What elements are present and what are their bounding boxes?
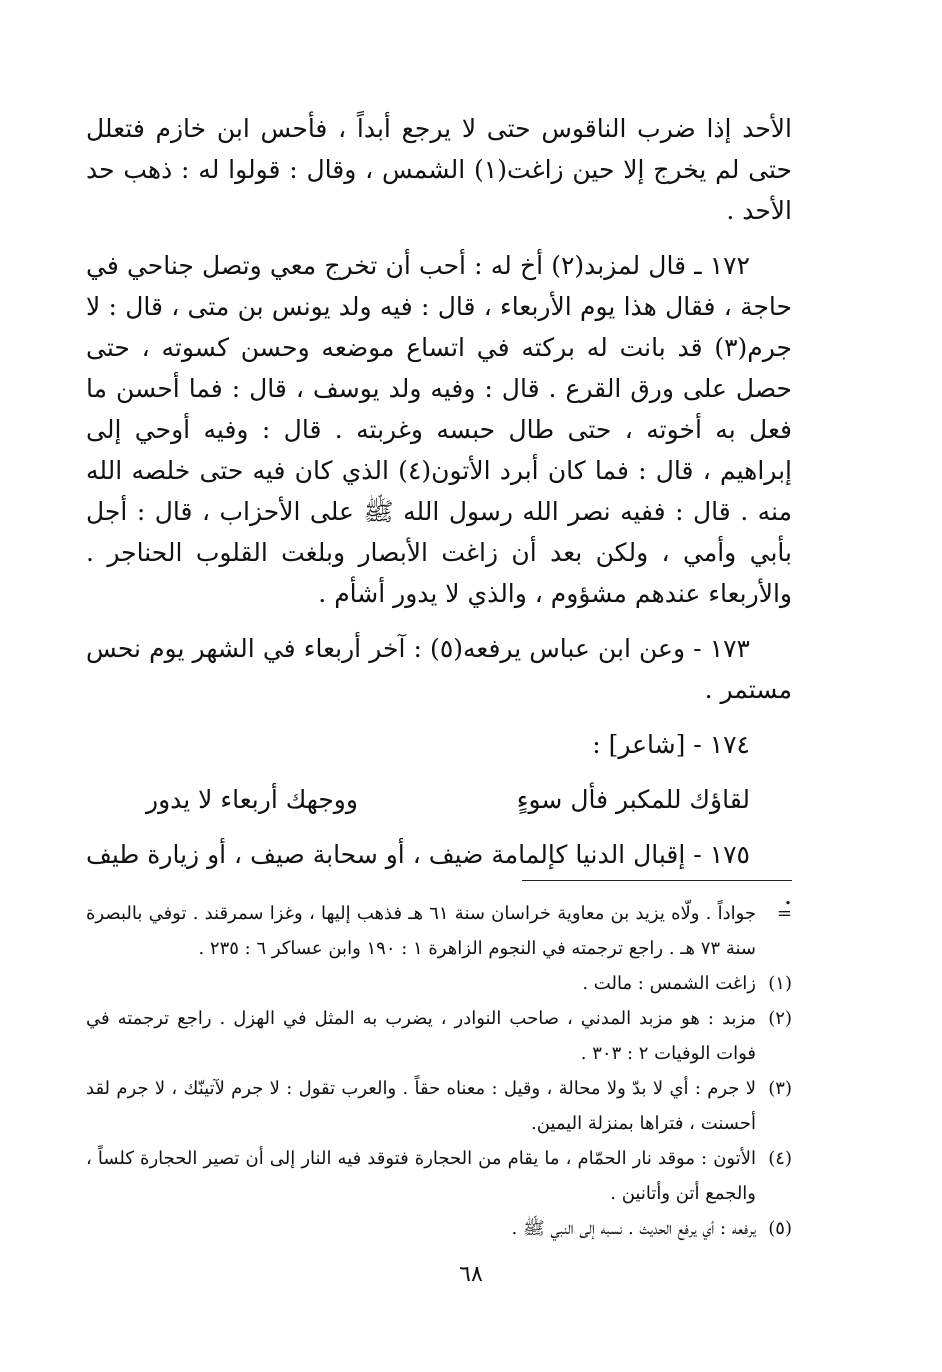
main-text — [86, 108, 792, 930]
footnote-mark: (٤) — [768, 1148, 792, 1169]
footnote-text: جواداً . ولّاه يزيد بن معاوية خراسان سنة ٦١ هـ فذهب إليها ، وغزا سمرقند . توفي بالبصرة سنة ٧٣ هـ . راجع ترجمته في النجوم الزاهرة ١ : ١٩٠ وابن عساكر ٦ : ٢٣٥ . — [86, 903, 757, 959]
footnote-5 — [86, 1211, 792, 1246]
page-number: ٦٨ — [459, 1262, 483, 1287]
verse-hemistich-1: لقاؤك للمكبر فأل سوءٍ — [516, 785, 750, 814]
footnote-text: لا جرم : أي لا بدّ ولا محالة ، وقيل : معناه حقاً . والعرب تقول : لا جرم لآتينّك ، لا جرم لقد أحسنت ، فتراها بمنزلة اليمين. — [86, 1078, 756, 1134]
footnote-mark: = — [776, 903, 792, 924]
footnote-divider — [522, 880, 792, 881]
footnote-mark: (٥) — [768, 1218, 792, 1239]
paragraph-172: ١٧٢ ـ قال لمزبد(٢) أخ له : أحب أن تخرج معي وتصل جناحي في حاجة ، فقال هذا يوم الأربعاء ، قال : فيه ولد يونس بن متى ، قال : لا جرم(٣) قد بانت له بركته في اتساع موضعه وحسن كسوته ، حتى حصل على ورق القرع . قال : وفيه ولد يوسف ، قال : فما أحسن ما فعل به أخوته ، حتى طال حبسه وغربته . قال : وفيه أوحي إلى إبراهيم ، قال : فما كان أبرد الأتون(٤) الذي كان فيه حتى خلصه الله منه . قال : ففيه نصر الله رسول الله ﷺ على الأحزاب ، قال : أجل بأبي وأمي ، ولكن بعد أن زاغت الأبصار وبلغت القلوب الحناجر . والأربعاء عندهم مشؤوم ، والذي لا يدور أشأم . — [86, 251, 792, 608]
footnote-2 — [86, 1001, 792, 1071]
paragraph-175: ١٧٥ - إقبال الدنيا كإلمامة ضيف ، أو سحابة صيف ، أو زيارة طيف . — [86, 840, 792, 910]
footnote-text: يرفعه : أي يرفع الحديث . نسبه إلى النبي ﷺ . — [511, 1218, 756, 1239]
footnote-text: الأتون : موقد نار الحمّام ، ما يقام من الحجارة فتوقد فيه النار إلى أن تصير الحجارة كلساً ، والجمع أتن وأتانين . — [86, 1148, 756, 1204]
footnote-continued — [86, 896, 792, 966]
paragraph-173: ١٧٣ - وعن ابن عباس يرفعه(٥) : آخر أربعاء في الشهر يوم نحس مستمر . — [86, 634, 792, 704]
paragraph-174: ١٧٤ - [شاعر] : — [592, 730, 750, 759]
footnote-text: زاغت الشمس : مالت . — [582, 973, 756, 994]
footnote-1 — [86, 966, 792, 1001]
footnote-4 — [86, 1141, 792, 1211]
poetry-verse — [86, 779, 792, 820]
verse-hemistich-2: ووجهك أربعاء لا يدور — [146, 785, 358, 814]
footnote-text: مزبد : هو مزبد المدني ، صاحب النوادر ، يضرب به المثل في الهزل . راجع ترجمته في فوات الوفيات ٢ : ٣٠٣ . — [86, 1008, 756, 1064]
footnote-mark: (٣) — [768, 1078, 792, 1099]
footnotes — [86, 896, 792, 1246]
footnote-3 — [86, 1071, 792, 1141]
footnote-mark: (١) — [768, 973, 792, 994]
paragraph-continuation: الأحد إذا ضرب الناقوس حتى لا يرجع أبداً ، فأحس ابن خازم فتعلل حتى لم يخرج إلا حين زاغت(١) الشمس ، وقال : قولوا له : ذهب حد الأحد . — [86, 114, 792, 225]
footnote-mark: (٢) — [768, 1008, 792, 1029]
